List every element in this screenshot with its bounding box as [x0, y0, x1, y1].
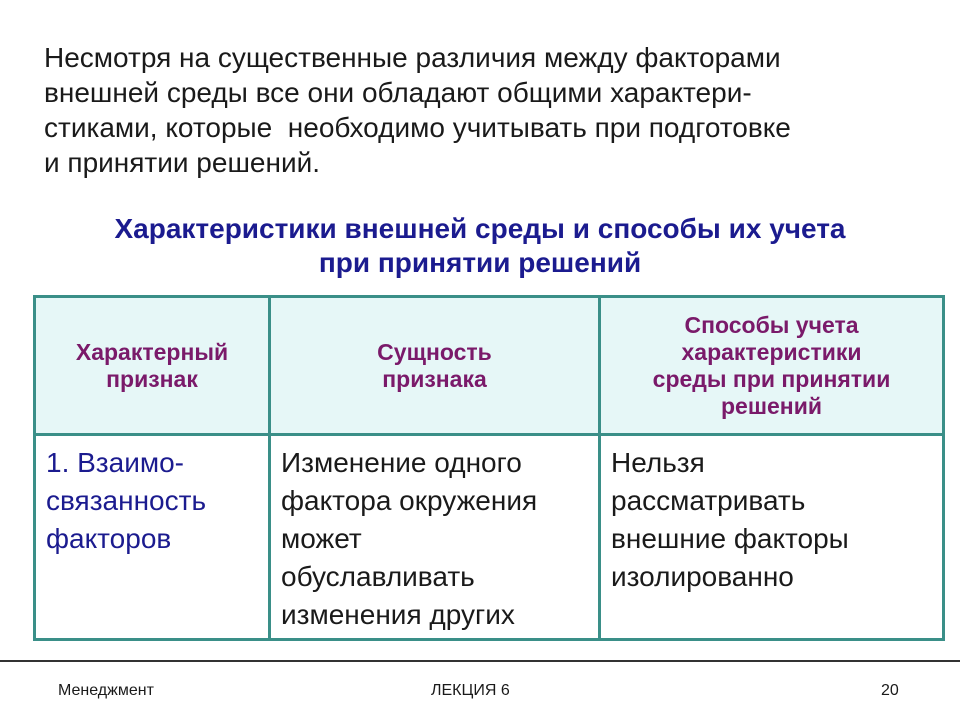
- cell-line: изменения других: [281, 599, 515, 630]
- factors-table: [33, 295, 945, 641]
- footer-lecture: ЛЕКЦИЯ 6: [431, 682, 510, 699]
- footer-divider: [0, 660, 960, 662]
- footer-course: Менеджмент: [58, 682, 154, 699]
- cell-line: Нельзя: [611, 447, 705, 478]
- header-line: признак: [106, 365, 198, 392]
- cell-line: фактора окружения: [281, 485, 538, 516]
- intro-line: стиками, которые необходимо учитывать при подготовке: [44, 112, 791, 143]
- cell-essence: [270, 435, 600, 640]
- header-trait: [35, 297, 270, 435]
- page-number: 20: [881, 682, 899, 699]
- cell-trait: [35, 435, 270, 640]
- intro-line: и принятии решений.: [44, 147, 321, 178]
- cell-line: внешние факторы: [611, 523, 849, 554]
- header-line: решений: [721, 392, 822, 419]
- header-line: Способы учета: [684, 311, 859, 338]
- cell-line: рассматривать: [611, 485, 806, 516]
- header-line: признака: [382, 365, 487, 392]
- cell-method: [600, 435, 944, 640]
- cell-line: обуславливать: [281, 561, 475, 592]
- cell-line: изолированно: [611, 561, 794, 592]
- intro-paragraph: [44, 40, 924, 180]
- cell-line: 1. Взаимо-: [46, 447, 185, 478]
- header-essence: [270, 297, 600, 435]
- table-title-line: при принятии решений: [318, 247, 642, 278]
- header-line: Сущность: [377, 338, 492, 365]
- cell-line: факторов: [46, 523, 172, 554]
- table-title: [20, 212, 940, 280]
- header-method: [600, 297, 944, 435]
- cell-line: может: [281, 523, 362, 554]
- header-line: среды при принятии: [652, 365, 891, 392]
- intro-line: внешней среды все они обладают общими характери-: [44, 77, 752, 108]
- cell-line: связанность: [46, 485, 207, 516]
- header-line: Характерный: [75, 338, 229, 365]
- cell-line: Изменение одного: [281, 447, 522, 478]
- table-title-line: Характеристики внешней среды и способы их учета: [114, 213, 846, 244]
- header-line: характеристики: [681, 338, 862, 365]
- table-row: [35, 435, 944, 640]
- intro-line: Несмотря на существенные различия между факторами: [44, 42, 781, 73]
- table-header-row: [35, 297, 944, 435]
